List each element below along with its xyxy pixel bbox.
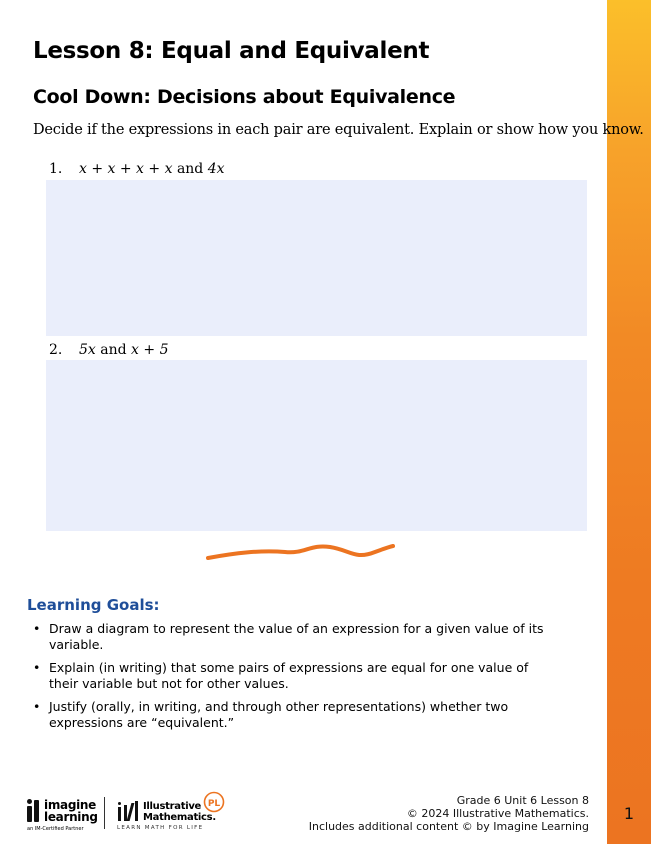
- expression-a: 5x: [79, 342, 96, 358]
- question-1: [49, 161, 225, 177]
- logo-dot-icon: [27, 799, 32, 804]
- logo-word: Mathematics.: [143, 812, 216, 823]
- logo-tagline: LEARN MATH FOR LIFE: [117, 825, 204, 831]
- joiner: and: [100, 342, 127, 358]
- learning-goal-item: • Explain (in writing) that some pairs of expressions are equal for one value of their variable but not for other values.: [32, 660, 552, 692]
- learning-goals-list: [32, 621, 552, 738]
- footer-line: Includes additional content © by Imagine Learning: [308, 820, 589, 833]
- logo-dot-icon: [118, 802, 121, 805]
- logo-bar-icon: [118, 807, 121, 821]
- question-2: [49, 342, 168, 358]
- expression-b: 4x: [207, 161, 225, 177]
- footer-line: © 2024 Illustrative Mathematics.: [406, 807, 589, 820]
- expression-a: x + x + x + x: [79, 161, 173, 177]
- logo-divider: [104, 797, 105, 829]
- answer-box-1[interactable]: [46, 180, 587, 336]
- logo-bar-icon: [135, 801, 138, 821]
- answer-box-2[interactable]: [46, 360, 587, 531]
- cooldown-title: Cool Down: Decisions about Equivalence: [33, 86, 456, 108]
- logo-word: Illustrative: [143, 801, 202, 812]
- pl-badge-icon: [203, 791, 225, 813]
- footer-line: Grade 6 Unit 6 Lesson 8: [456, 794, 589, 807]
- page-number: 1: [623, 804, 635, 823]
- lesson-title: Lesson 8: Equal and Equivalent: [33, 38, 430, 64]
- logo-tagline: an IM-Certified Partner: [27, 826, 84, 832]
- instructions: Decide if the expressions in each pair are equivalent. Explain or show how you know.: [33, 122, 644, 138]
- logo-word: learning: [44, 810, 98, 824]
- learning-goal-item: • Draw a diagram to represent the value of an expression for a given value of its variable.: [32, 621, 552, 653]
- footer-credits: [309, 794, 589, 833]
- logo-word: imagine: [44, 798, 96, 812]
- logo-bar-icon: [127, 803, 135, 821]
- question-number: 1.: [49, 161, 63, 177]
- joiner: and: [176, 161, 204, 177]
- learning-goals-title: Learning Goals:: [27, 596, 160, 614]
- imagine-learning-logo: [27, 797, 97, 835]
- logo-bar-icon: [27, 806, 32, 822]
- squiggle-divider: [205, 538, 397, 564]
- question-number: 2.: [49, 342, 63, 358]
- expression-b: x + 5: [131, 342, 169, 358]
- learning-goal-item: • Justify (orally, in writing, and through other representations) whether two expressions are “equivalent.”: [32, 699, 552, 731]
- pl-badge-text: PL: [207, 799, 221, 809]
- logo-bar-icon: [34, 800, 39, 822]
